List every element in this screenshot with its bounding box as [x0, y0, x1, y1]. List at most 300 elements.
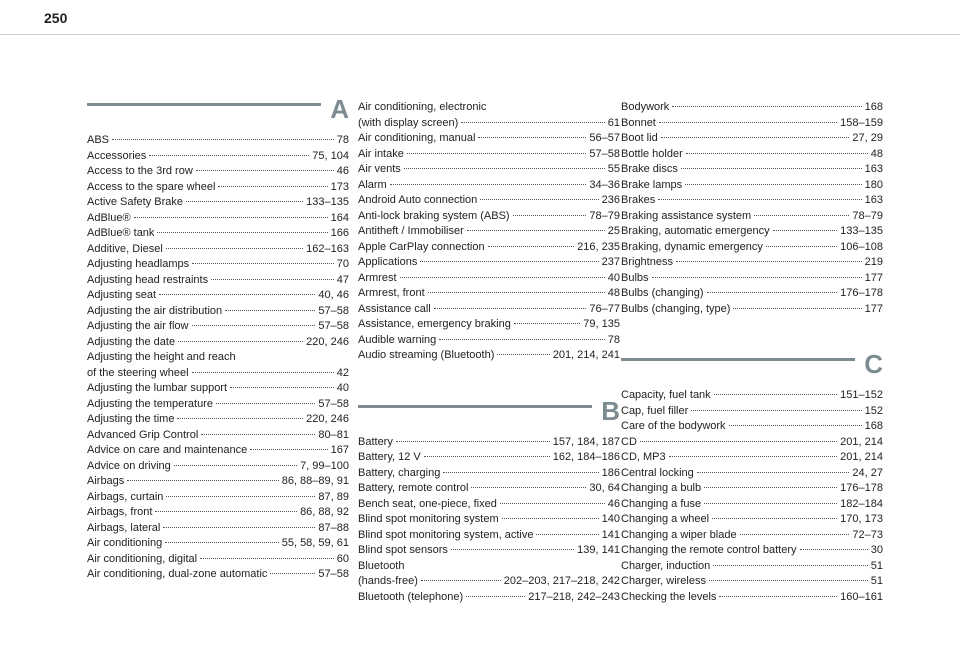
index-entry-term: Checking the levels [621, 590, 717, 603]
index-entry-term-line1: Bluetooth [358, 559, 405, 572]
index-entry-pages: 51 [870, 559, 883, 572]
index-entry [621, 271, 883, 287]
index-entry [358, 240, 620, 256]
index-entry [358, 590, 620, 606]
index-entry-pages: 51 [870, 575, 883, 587]
index-entry-pages: 151–152 [840, 389, 883, 401]
index-entry-term: Braking assistance system [621, 209, 752, 222]
index-entry-term: Braking, dynamic emergency [621, 240, 763, 253]
dot-leader [709, 580, 868, 581]
index-entry [358, 435, 620, 451]
index-entry-row [358, 497, 620, 513]
index-entry [621, 255, 883, 271]
index-entry-row [621, 512, 883, 528]
dot-leader [502, 518, 599, 519]
index-entry-row [87, 149, 349, 165]
index-entry-term: Central locking [621, 466, 694, 479]
dot-leader [704, 487, 837, 488]
index-entry [87, 459, 349, 475]
index-entry-term: Air intake [358, 147, 404, 160]
index-entry-row [358, 512, 620, 528]
index-entry [358, 162, 620, 178]
index-entry [621, 590, 883, 606]
index-section [621, 100, 883, 317]
index-entry-term: AdBlue® [87, 211, 131, 224]
index-entry-pages: 201, 214 [840, 451, 883, 463]
index-entry-term: Brake discs [621, 163, 678, 175]
index-entry-term: Assistance call [358, 302, 431, 315]
index-entry-term: Advice on care and maintenance [87, 444, 248, 456]
index-entry-pages: 180 [864, 178, 883, 191]
index-entry-row [621, 100, 883, 116]
index-entry-pages: 167 [330, 444, 349, 456]
index-entry-term: Adjusting the lumbar support [87, 382, 228, 394]
index-entry-pages: 157, 184, 187 [552, 435, 620, 448]
index-entry [87, 490, 349, 506]
index-entry-row [621, 147, 883, 163]
index-entry-term: Charger, induction [621, 559, 711, 572]
page-number: 250 [44, 10, 68, 26]
index-entry-row [358, 162, 620, 178]
index-entry-pages: 46 [336, 165, 349, 177]
index-entry-row [621, 481, 883, 497]
index-entry-row [621, 466, 883, 482]
index-entry-row [87, 195, 349, 211]
index-entry-pages: 220, 246 [306, 335, 349, 348]
index-entry-term: Brightness [621, 256, 673, 268]
index-entry-pages: 106–108 [840, 240, 883, 253]
index-entry-row [621, 255, 883, 271]
dot-leader [157, 232, 327, 233]
index-entry-pages: 158–159 [840, 116, 883, 129]
dot-leader [186, 201, 303, 202]
dot-leader [719, 596, 837, 597]
dot-leader [466, 596, 525, 597]
index-entry [621, 388, 883, 404]
index-entry-row [621, 302, 883, 318]
index-entry-row [621, 543, 883, 559]
index-entry-row [358, 240, 620, 256]
index-entry [87, 211, 349, 227]
index-entry-term: Bulbs (changing) [621, 287, 704, 299]
dot-leader [500, 503, 605, 504]
dot-leader [471, 487, 586, 488]
index-entry-row [87, 443, 349, 459]
dot-leader [658, 199, 861, 200]
index-entry-term: Bodywork [621, 101, 670, 113]
dot-leader [192, 263, 334, 264]
dot-leader [443, 472, 598, 473]
index-entry-pages: 48 [870, 147, 883, 160]
index-entry-term: Braking, automatic emergency [621, 225, 770, 237]
index-entry [358, 497, 620, 513]
index-entry-row [358, 574, 620, 590]
dot-leader [691, 410, 861, 411]
index-entry-term: Bench seat, one-piece, fixed [358, 497, 497, 510]
index-entry [87, 521, 349, 537]
section-divider-bar [87, 103, 321, 106]
dot-leader [196, 170, 334, 171]
index-entry-pages: 57–58 [318, 568, 349, 580]
index-entry [621, 131, 883, 147]
index-entry-row [87, 505, 349, 521]
index-entry [621, 302, 883, 318]
index-entry [621, 224, 883, 240]
index-entry [87, 273, 349, 289]
dot-leader [514, 323, 580, 324]
index-entry-term: Blind spot sensors [358, 544, 448, 556]
index-entry-row [621, 209, 883, 225]
index-entry [87, 288, 349, 304]
index-entry [358, 271, 620, 287]
index-entry-term-line1: Air conditioning, electronic [358, 101, 487, 113]
index-entry [87, 180, 349, 196]
dot-leader [467, 230, 605, 231]
index-entry [87, 242, 349, 258]
index-entry-row [87, 242, 349, 258]
index-entry [87, 412, 349, 428]
index-entry-row [87, 133, 349, 149]
index-entry [621, 240, 883, 256]
index-entry-pages: 177 [864, 302, 883, 315]
index-entry [621, 404, 883, 420]
dot-leader [192, 372, 334, 373]
index-entry-row [87, 319, 349, 335]
dot-leader [659, 122, 837, 123]
dot-leader [230, 387, 334, 388]
index-entry-term: Battery, remote control [358, 482, 469, 494]
index-entry-pages: 24, 27 [852, 466, 883, 479]
index-entry-row [358, 209, 620, 225]
index-entry-row [621, 162, 883, 178]
index-entry-term: Air conditioning, dual-zone automatic [87, 568, 268, 580]
index-entry-pages: 40, 46 [318, 289, 349, 301]
dot-leader [250, 449, 327, 450]
index-entry-pages: 141 [601, 528, 620, 541]
index-entry-row [87, 273, 349, 289]
index-entry-term: Care of the bodywork [621, 420, 726, 432]
dot-leader [800, 549, 868, 550]
index-entry [87, 381, 349, 397]
index-entry-row [358, 271, 620, 287]
index-entry-pages: 57–58 [318, 304, 349, 317]
index-entry [87, 133, 349, 149]
index-entry [621, 286, 883, 302]
index-entry-term: Bulbs (changing, type) [621, 302, 731, 315]
index-entry [621, 100, 883, 116]
dot-leader [461, 122, 604, 123]
index-entry [621, 512, 883, 528]
index-entry-term: Battery, charging [358, 466, 441, 479]
index-entry-term: Capacity, fuel tank [621, 389, 711, 401]
index-entry-pages: 75, 104 [312, 149, 349, 162]
index-entry-pages: 25 [607, 225, 620, 237]
dot-leader [707, 292, 838, 293]
index-entry-row [87, 381, 349, 397]
dot-leader [640, 441, 837, 442]
index-entry-term: Bluetooth (telephone) [358, 590, 464, 603]
index-entry-term: Cap, fuel filler [621, 404, 689, 417]
index-section [87, 94, 349, 583]
dot-leader [424, 456, 550, 457]
index-entry-term: Armrest [358, 271, 397, 284]
index-column-1 [87, 94, 349, 583]
dot-leader [766, 246, 837, 247]
index-entry-pages: 201, 214 [840, 435, 883, 448]
index-entry-term: Armrest, front [358, 287, 425, 299]
index-entry [621, 209, 883, 225]
index-entry [87, 319, 349, 335]
index-entry-term: Charger, wireless [621, 575, 706, 587]
index-entry [358, 147, 620, 163]
index-entry-row [621, 224, 883, 240]
index-entry-term: Adjusting head restraints [87, 273, 209, 286]
index-entry [87, 257, 349, 273]
index-section [621, 349, 883, 605]
index-entry-pages: 163 [864, 163, 883, 175]
dot-leader [112, 139, 334, 140]
index-entry [87, 474, 349, 490]
index-entry-term: Brakes [621, 194, 656, 206]
index-entry-term: Alarm [358, 178, 387, 191]
section-letter: B [601, 395, 620, 426]
dot-leader [165, 542, 279, 543]
index-entry-term: Adjusting the time [87, 413, 175, 425]
index-entry-row [358, 131, 620, 147]
dot-leader [420, 261, 598, 262]
index-section [358, 100, 620, 364]
dot-leader [155, 511, 297, 512]
dot-leader [400, 277, 605, 278]
index-entry-row [87, 164, 349, 180]
index-entry-row [87, 257, 349, 273]
index-entry [621, 435, 883, 451]
index-entry-row [87, 474, 349, 490]
dot-leader [478, 137, 586, 138]
index-entry-pages: 140 [601, 513, 620, 525]
index-entry [621, 528, 883, 544]
index-entry-row [621, 240, 883, 256]
index-entry-row [358, 528, 620, 544]
index-entry-term: Additive, Diesel [87, 242, 163, 255]
index-entry-row [621, 388, 883, 404]
dot-leader [488, 246, 575, 247]
index-entry [87, 304, 349, 320]
index-entry-term: Changing a wheel [621, 513, 710, 525]
index-entry [358, 255, 620, 271]
dot-leader [216, 403, 315, 404]
index-entry-row [87, 366, 349, 382]
index-entry [358, 559, 620, 590]
dot-leader [713, 565, 867, 566]
index-entry-term: Air conditioning [87, 537, 163, 549]
dot-leader [270, 573, 315, 574]
index-entry-term: Bottle holder [621, 147, 683, 160]
index-entry [358, 348, 620, 364]
index-entry-row [358, 435, 620, 451]
index-entry [87, 350, 349, 381]
index-entry [358, 178, 620, 194]
dot-leader [497, 354, 549, 355]
dot-leader [661, 137, 850, 138]
index-entry-pages: 186 [601, 466, 620, 479]
index-entry-pages: 163 [864, 194, 883, 206]
index-entry-term: Adjusting headlamps [87, 258, 190, 270]
dot-leader [149, 155, 309, 156]
index-entry-term: Brake lamps [621, 178, 683, 191]
index-entry-pages: 177 [864, 271, 883, 284]
index-entry-term: Access to the spare wheel [87, 180, 216, 193]
dot-leader [434, 308, 587, 309]
index-entry-row [358, 450, 620, 466]
index-entry [87, 505, 349, 521]
index-entry-pages: 168 [864, 101, 883, 113]
index-entry-row [87, 552, 349, 568]
dot-leader [714, 394, 837, 395]
index-entry-term: Changing a fuse [621, 497, 702, 510]
index-entry-term: Bonnet [621, 116, 656, 129]
dot-leader [407, 153, 587, 154]
index-entry [87, 397, 349, 413]
index-entry-term: Assistance, emergency braking [358, 318, 511, 330]
index-entry-row [358, 481, 620, 497]
index-entry-pages: 160–161 [840, 590, 883, 603]
index-entry-pages: 60 [336, 552, 349, 565]
index-entry [87, 552, 349, 568]
index-entry-pages: 30, 64 [589, 482, 620, 494]
index-entry [358, 209, 620, 225]
index-entry-pages: 164 [330, 211, 349, 224]
index-entry [621, 497, 883, 513]
index-entry-row [358, 193, 620, 209]
dot-leader [396, 441, 550, 442]
index-entry-row [358, 317, 620, 333]
dot-leader [536, 534, 598, 535]
section-divider-bar [358, 405, 592, 408]
index-entry-pages: 42 [336, 366, 349, 379]
index-entry-term: Airbags [87, 475, 125, 487]
index-entry-pages: 46 [607, 497, 620, 510]
section-letter: A [330, 94, 349, 124]
index-entry-pages: 55 [607, 163, 620, 175]
index-entry-row [621, 590, 883, 606]
section-spacer [358, 364, 620, 402]
index-entry-term: of the steering wheel [87, 366, 189, 379]
index-entry-term: Battery [358, 435, 393, 448]
dot-leader [451, 549, 574, 550]
dot-leader [192, 325, 316, 326]
dot-leader [439, 339, 604, 340]
index-column-3 [621, 100, 883, 605]
index-entry-pages: 236 [601, 194, 620, 206]
index-entry-row [87, 521, 349, 537]
index-entry-term: Air conditioning, manual [358, 132, 476, 144]
index-entry [87, 428, 349, 444]
dot-leader [177, 418, 303, 419]
index-entry-term: Airbags, curtain [87, 490, 164, 503]
index-entry-pages: 86, 88, 92 [300, 506, 349, 518]
index-entry-pages: 57–58 [318, 320, 349, 332]
index-entry-term: Changing a bulb [621, 482, 702, 494]
index-entry-pages: 176–178 [840, 482, 883, 494]
dot-leader [211, 279, 334, 280]
index-entry-row [87, 397, 349, 413]
index-entry [87, 443, 349, 459]
section-letter: C [864, 349, 883, 379]
index-entry-term: Changing a wiper blade [621, 528, 737, 541]
dot-leader [712, 518, 837, 519]
index-entry [87, 335, 349, 351]
index-entry-term: ABS [87, 134, 110, 146]
index-entry-row [358, 302, 620, 318]
section-letter-header [358, 395, 620, 432]
index-entry [621, 419, 883, 435]
index-entry-row [87, 536, 349, 552]
index-entry-pages: 61 [607, 116, 620, 129]
dot-leader [225, 310, 315, 311]
dot-leader [704, 503, 837, 504]
index-entry [621, 162, 883, 178]
index-entry-pages: 40 [607, 271, 620, 284]
index-entry-pages: 173 [330, 180, 349, 193]
index-entry [621, 574, 883, 590]
index-entry-term: Boot lid [621, 132, 658, 144]
dot-leader [201, 434, 315, 435]
index-entry-row [87, 567, 349, 583]
index-entry-row [621, 271, 883, 287]
index-entry-term: Advanced Grip Control [87, 428, 199, 441]
index-entry [621, 559, 883, 575]
index-entry-term: Advice on driving [87, 459, 171, 472]
index-entry-term: (hands-free) [358, 575, 418, 587]
header-rule [0, 34, 960, 35]
index-entry [358, 302, 620, 318]
index-entry-term: AdBlue® tank [87, 227, 155, 239]
index-column-2 [358, 100, 620, 605]
index-entry-pages: 78 [607, 333, 620, 346]
index-entry-pages: 76–77 [589, 302, 620, 315]
index-entry [621, 466, 883, 482]
index-entry-pages: 237 [601, 256, 620, 268]
index-entry-pages: 139, 141 [577, 544, 620, 556]
index-entry-term: Audio streaming (Bluetooth) [358, 349, 495, 361]
index-entry [621, 147, 883, 163]
index-entry-row [621, 574, 883, 590]
index-entry-row [87, 490, 349, 506]
index-entry-pages: 27, 29 [852, 132, 883, 144]
index-entry-pages: 40 [336, 382, 349, 394]
index-entry-row [358, 255, 620, 271]
index-entry-pages: 166 [330, 227, 349, 239]
index-entry [621, 450, 883, 466]
index-entry-pages: 56–57 [589, 132, 620, 144]
index-entry-row [621, 131, 883, 147]
index-entry-row [87, 428, 349, 444]
index-entry-row [621, 559, 883, 575]
index-entry-term: Airbags, lateral [87, 521, 161, 534]
index-entry-row [621, 286, 883, 302]
index-entry [87, 536, 349, 552]
dot-leader [773, 230, 838, 231]
index-entry-row [621, 450, 883, 466]
index-entry-term: Airbags, front [87, 506, 153, 518]
index-entry-row [87, 412, 349, 428]
index-entry [358, 333, 620, 349]
index-entry-term: Air conditioning, digital [87, 552, 198, 565]
dot-leader [685, 184, 862, 185]
dot-leader [421, 580, 501, 581]
section-letter-header [621, 349, 883, 385]
